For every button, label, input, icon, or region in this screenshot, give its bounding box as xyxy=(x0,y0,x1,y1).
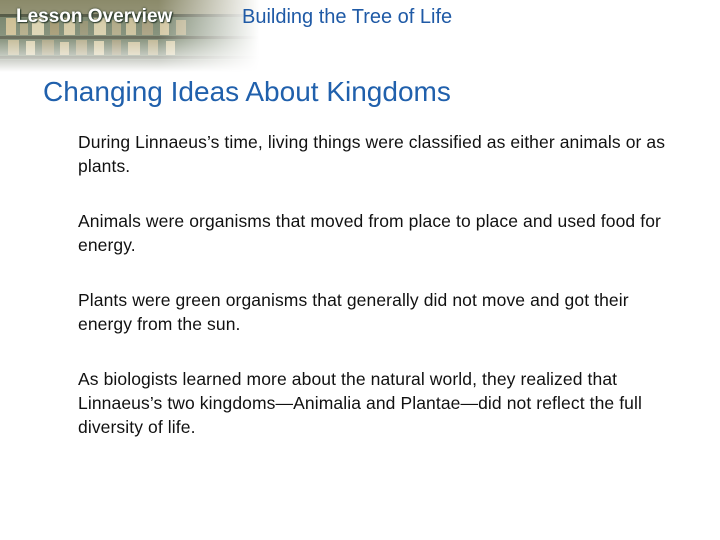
unit-title: Building the Tree of Life xyxy=(242,6,453,28)
body-paragraph: Plants were green organisms that generally did not move and got their energy from the sun. xyxy=(78,290,629,334)
slide-body xyxy=(78,130,678,470)
body-paragraph: During Linnaeus’s time, living things were classified as either animals or as plants. xyxy=(78,132,666,176)
slide-title: Changing Ideas About Kingdoms xyxy=(43,76,451,107)
lesson-overview-label: Lesson Overview xyxy=(16,6,173,27)
body-paragraph: As biologists learned more about the natural world, they realized that Linnaeus’s two kingdoms—Animalia and Plantae—did not reflect the full diversity of life. xyxy=(78,369,642,437)
body-paragraph: Animals were organisms that moved from place to place and used food for energy. xyxy=(78,211,661,255)
